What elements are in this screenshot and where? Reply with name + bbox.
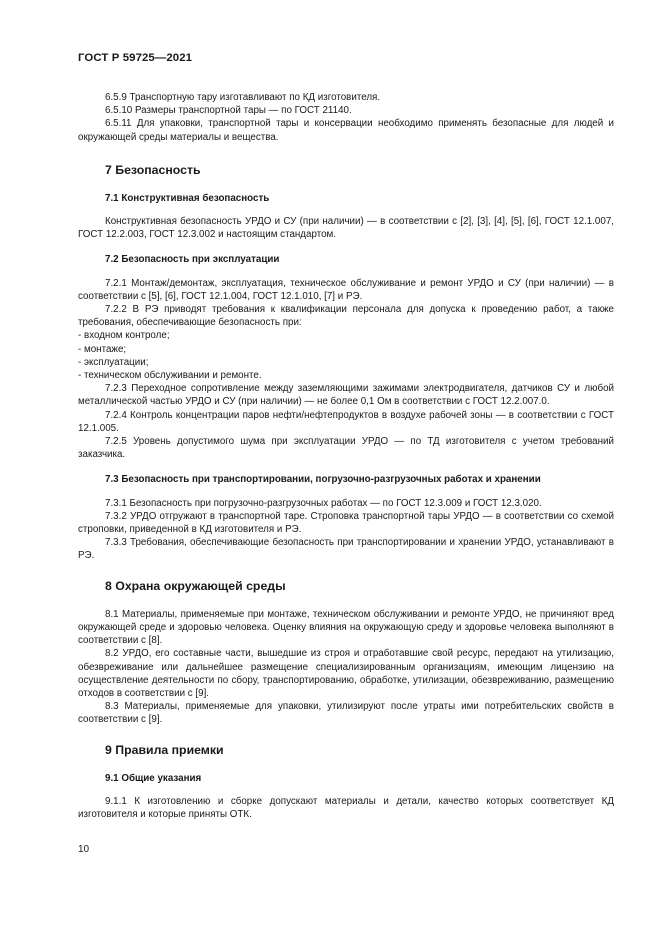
section-7-heading: 7 Безопасность <box>105 162 201 177</box>
list-item: - эксплуатации; <box>78 356 149 368</box>
paragraph-9-1-1: 9.1.1 К изготовлению и сборке допускают материалы и детали, качество которых соответствует КД изготовителя и которые приняты ОТК. <box>78 795 614 820</box>
list-item: - техническом обслуживании и ремонте. <box>78 370 262 382</box>
paragraph-8-2: 8.2 УРДО, его составные части, вышедшие из строя и отработавшие свой ресурс, передают на утилизацию, обезвреживание или дальнейшее размещение специализированным организациям, имеющим лицензию на осуществление деятельности по сбору, транспортированию, обработке, утилизации, обезвреживанию, размещению отходов в соответствии с [9]. <box>78 648 614 699</box>
paragraph-7-3-1: 7.3.1 Безопасность при погрузочно-разгрузочных работах — по ГОСТ 12.3.009 и ГОСТ 12.3.020. <box>105 497 542 509</box>
paragraph-7-2-5: 7.2.5 Уровень допустимого шума при эксплуатации УРДО — по ТД изготовителя с учетом требований заказчика. <box>78 436 614 461</box>
paragraph-7-2-3: 7.2.3 Переходное сопротивление между заземляющими зажимами электродвигателя, датчиков СУ и любой металлической частью УРДО и СУ (при наличии) — не более 0,1 Ом в соответствии с ГОСТ 12.2.007.0. <box>78 383 614 408</box>
paragraph-7-3-3: 7.3.3 Требования, обеспечивающие безопасность при транспортировании и хранении УРДО, устанавливают в РЭ. <box>78 537 614 562</box>
paragraph-7-2-1: 7.2.1 Монтаж/демонтаж, эксплуатация, техническое обслуживание и ремонт УРДО и СУ (при наличии) — в соответствии с [5], [6], ГОСТ 12.1.004, ГОСТ 12.1.010, [7] и РЭ. <box>78 277 614 302</box>
list-item: - входном контроле; <box>78 330 170 342</box>
section-7-3-heading: 7.3 Безопасность при транспортировании, погрузочно-разгрузочных работах и хранении <box>105 474 541 486</box>
paragraph-8-1: 8.1 Материалы, применяемые при монтаже, техническом обслуживании и ремонте УРДО, не причиняют вред окружающей среде и здоровью человека. Оценку влияния на окружающую среду и здоровье человека выполняют в соответствии с [8]. <box>78 608 614 647</box>
paragraph-6-5-10: 6.5.10 Размеры транспортной тары — по ГОСТ 21140. <box>105 105 352 117</box>
paragraph-7-2-4: 7.2.4 Контроль концентрации паров нефти/нефтепродуктов в воздухе рабочей зоны — в соответствии с ГОСТ 12.1.005. <box>78 409 614 434</box>
paragraph-7-1: Конструктивная безопасность УРДО и СУ (при наличии) — в соответствии с [2], [3], [4], [5], [6], ГОСТ 12.1.007, ГОСТ 12.2.003, ГОСТ 12.3.002 и настоящим стандартом. <box>78 216 614 241</box>
document-header: ГОСТ Р 59725—2021 <box>78 52 193 64</box>
section-9-1-heading: 9.1 Общие указания <box>105 772 202 784</box>
section-7-2-heading: 7.2 Безопасность при эксплуатации <box>105 254 280 266</box>
paragraph-6-5-11: 6.5.11 Для упаковки, транспортной тары и консервации необходимо применять безопасные для людей и окружающей среды материалы и вещества. <box>78 118 614 143</box>
paragraph-8-3: 8.3 Материалы, применяемые для упаковки, утилизируют после утраты ими потребительских свойств в соответствии с [9]. <box>78 701 614 726</box>
page-body <box>78 91 614 821</box>
section-8-heading: 8 Охрана окружающей среды <box>105 578 286 593</box>
section-7-1-heading: 7.1 Конструктивная безопасность <box>105 192 270 204</box>
paragraph-6-5-9: 6.5.9 Транспортную тару изготавливают по КД изготовителя. <box>105 92 381 103</box>
list-item: - монтаже; <box>78 343 127 355</box>
paragraph-7-3-2: 7.3.2 УРДО отгружают в транспортной таре. Строповка транспортной тары УРДО — в соответствии со схемой строповки, приведенной в КД изготовителя и РЭ. <box>78 510 614 536</box>
paragraph-7-2-2: 7.2.2 В РЭ приводят требования к квалификации персонала для допуска к проведению работ, а также требования, обеспечивающие безопасность при: <box>78 304 614 329</box>
section-9-heading: 9 Правила приемки <box>105 742 224 757</box>
page-number: 10 <box>78 844 90 855</box>
